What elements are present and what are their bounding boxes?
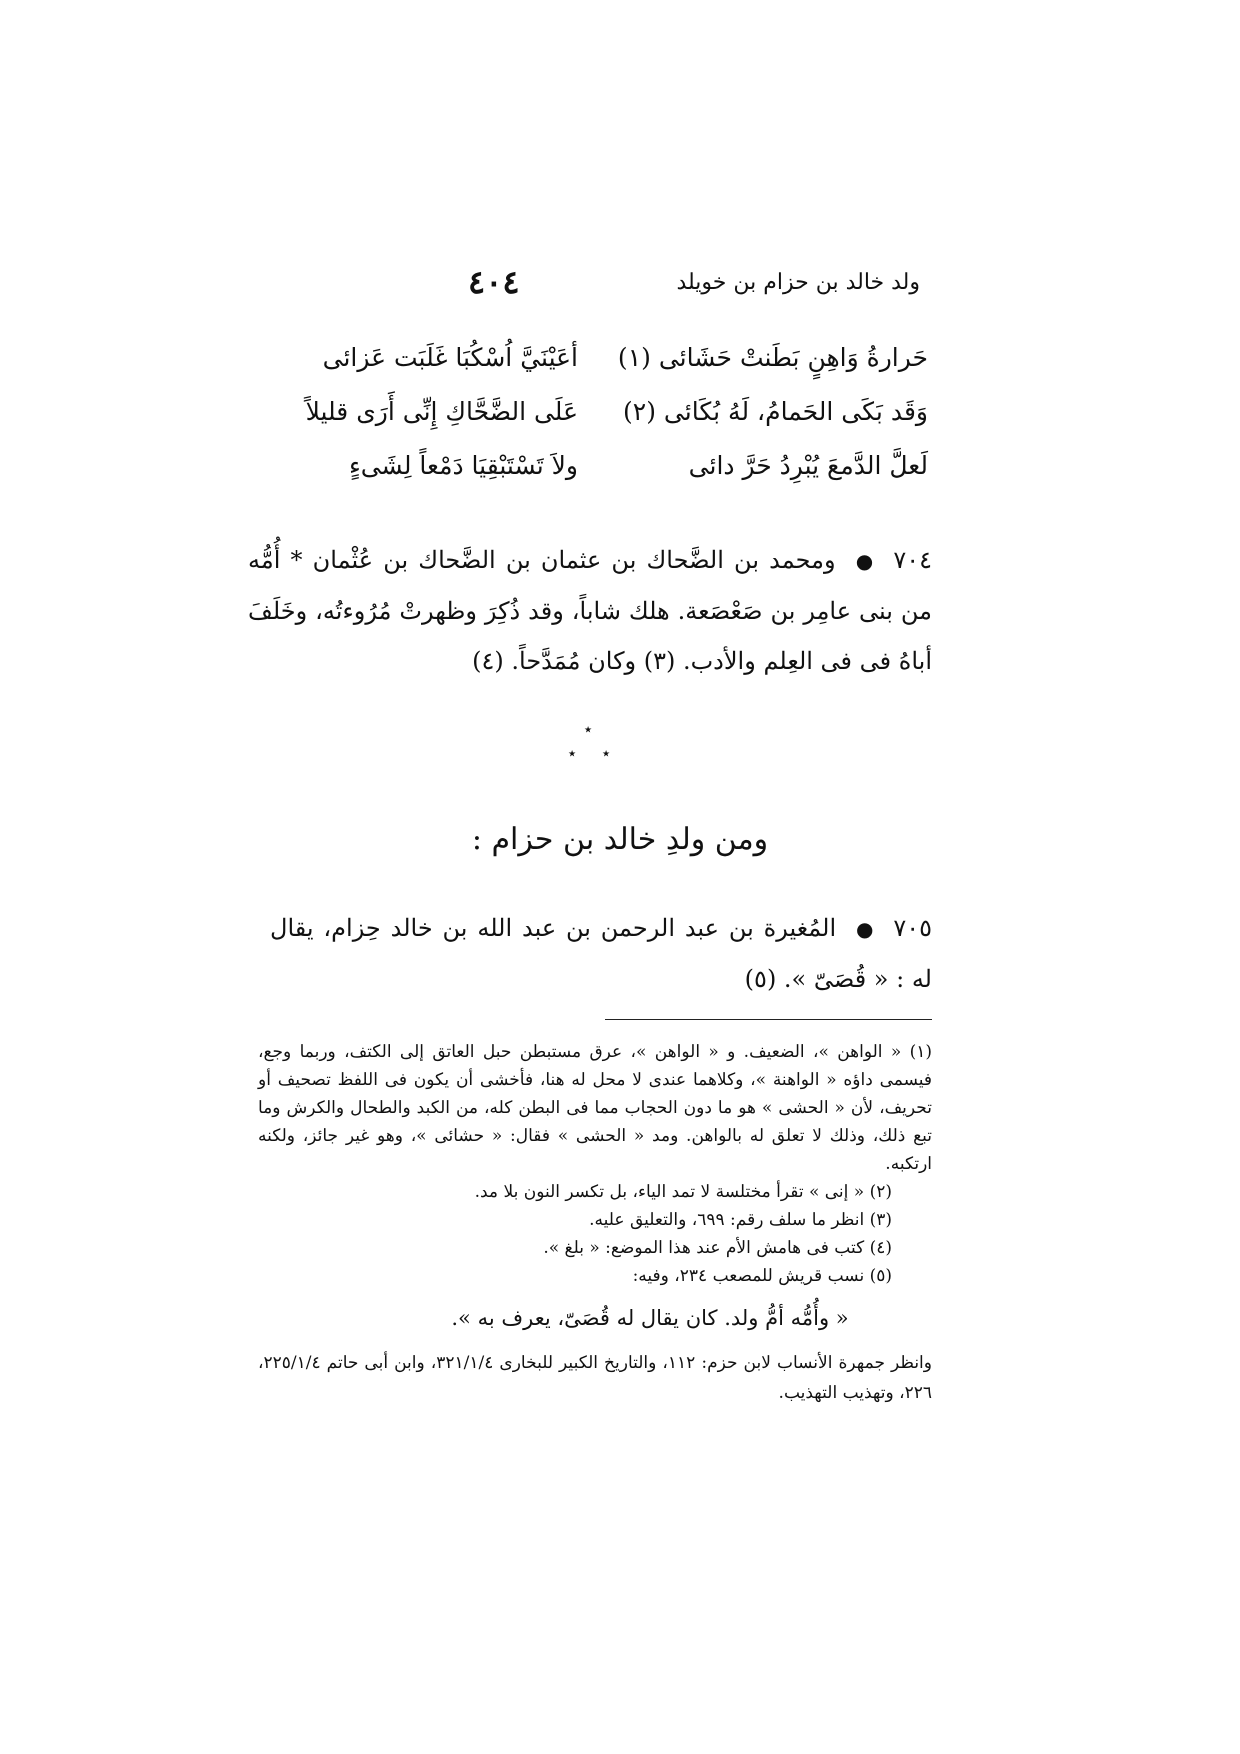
section-separator	[560, 720, 620, 770]
asterisk-icon: ٭	[602, 744, 611, 762]
bullet-icon: ●	[855, 549, 874, 573]
entry-number: ٧٠٥	[893, 914, 932, 942]
entry-text: المُغيرة بن عبد الرحمن بن عبد الله بن خالد حِزام، يقال له : « قُصَىّ ». (٥)	[270, 914, 932, 993]
entry-705	[270, 903, 932, 1004]
asterisk-icon: ٭	[568, 744, 577, 762]
verse-first-hemistich: ولاَ تَسْتَبْقِيَا دَمْعاً لِشَىءٍ	[348, 450, 578, 480]
poem-verse	[278, 330, 928, 384]
poem	[278, 330, 928, 492]
verse-first-hemistich: عَلَى الضَّحَّاكِ إِنِّى أَرَى قليلاً	[305, 396, 578, 426]
footnote-quote: « وأُمُّه أمُّ ولد. كان يقال له قُصَىّ، يعرف به ».	[451, 1306, 849, 1330]
entry-text: ومحمد بن الضَّحاك بن عثمان بن الضَّحاك بن عُثْمان * أُمُّه من بنى عامِر بن صَعْصَعة. هلك شاباً، وقد ذُكِرَ وظهرتْ مُرُوءتُه، وخَلَفَ أباهُ فى فى العِلم والأدب. (٣) وكان مُمَدَّحاً. (٤)	[248, 546, 932, 675]
poem-verse	[278, 438, 928, 492]
verse-second-hemistich: حَرارةُ وَاهِنٍ بَطَنتْ حَشَائى (١)	[617, 342, 928, 372]
footnote-3: (٣) انظر ما سلف رقم: ٦٩٩، والتعليق عليه.	[589, 1210, 892, 1230]
running-header	[468, 262, 920, 302]
footnote-5: (٥) نسب قريش للمصعب ٢٣٤، وفيه:	[632, 1266, 892, 1286]
footnote-references: وانظر جمهرة الأنساب لابن حزم: ١١٢، والتاريخ الكبير للبخارى ٣٢١/١/٤، وابن أبى حاتم ٢٢٥/١/٤، ٢٢٦، وتهذيب التهذيب.	[258, 1353, 932, 1403]
section-heading: ومن ولدِ خالد بن حزام :	[471, 822, 769, 857]
bullet-icon: ●	[856, 917, 874, 941]
footnote-4: (٤) كتب فى هامش الأم عند هذا الموضع: « بلغ ».	[543, 1238, 892, 1258]
poem-verse	[278, 384, 928, 438]
page-number: ٤٠٤	[468, 263, 520, 301]
entry-704	[248, 535, 932, 686]
footnote-1: (١) « الواهن »، الضعيف. و « الواهن »، عرق مستبطن حبل العاتق إلى الكتف، وربما وجع، فيسمى داؤه « الواهنة »، وكلاهما عندى لا محل له هنا، فأخشى أن يكون فى اللفظ تصحيف أو تحريف، لأن « الحشى » هو ما دون الحجاب مما فى البطن كله، من الكبد والطحال والكرش وما تبع ذلك، وذلك لا تعلق له بالواهن. ومد « الحشى » فقال: « حشائى »، وهو غير جائز، ولكنه ارتكبه.	[258, 1042, 932, 1174]
running-header-title: ولد خالد بن حزام بن خويلد	[676, 269, 920, 295]
verse-first-hemistich: أعَيْنَيَّ اُسْكُبَا غَلَبَت عَزائى	[322, 342, 578, 372]
footnote-2: (٢) « إنى » تقرأ مختلسة لا تمد الياء، بل تكسر النون بلا مد.	[474, 1182, 892, 1202]
verse-second-hemistich: لَعلَّ الدَّمعَ يُبْرِدُ حَرَّ دائى	[688, 450, 928, 480]
footnotes	[258, 1038, 932, 1408]
asterisk-icon: ٭	[584, 720, 593, 738]
verse-second-hemistich: وَقَد بَكَى الحَمامُ، لَهُ بُكَائى (٢)	[623, 396, 928, 426]
footnote-divider	[605, 1019, 932, 1020]
entry-number: ٧٠٤	[893, 546, 932, 574]
